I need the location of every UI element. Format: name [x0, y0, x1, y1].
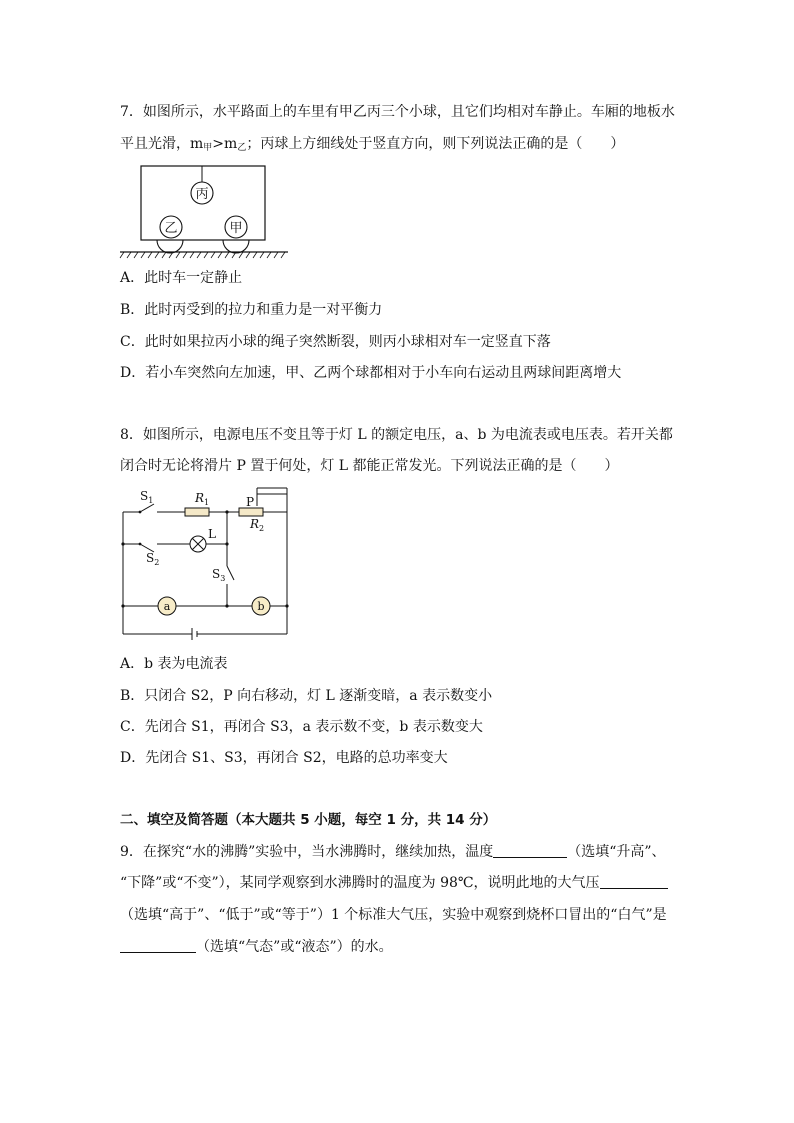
section2-heading: 二、填空及简答题（本大题共 5 小题，每空 1 分，共 14 分） [120, 812, 497, 828]
switch-s1-blade [140, 504, 154, 512]
q8-option-d: D．先闭合 S1、S3，再闭合 S2，电路的总功率变大 [120, 750, 448, 766]
q8-option-b: B．只闭合 S2，P 向右移动，灯 L 逐渐变暗，a 表示数变小 [120, 688, 493, 704]
q9-blank-2 [600, 874, 668, 889]
q9-line2: “下降”或“不变”），某同学观察到水沸腾时的温度为 98℃，说明此地的大气压 [120, 873, 668, 893]
ground-hatch [120, 252, 285, 258]
ball-bing-label: 丙 [195, 187, 209, 202]
q7-option-c: C．此时如果拉丙小球的绳子突然断裂，则丙小球相对车一定竖直下落 [120, 334, 551, 350]
q8-option-c: C．先闭合 S1，再闭合 S3，a 表示数不变，b 表示数变大 [120, 719, 483, 735]
label-r2: $R_2$ [250, 517, 265, 533]
label-meter-a: a [163, 600, 171, 613]
q7-stem-line2: 平且光滑，$m_甲>m_乙$；丙球上方细线处于竖直方向，则下列说法正确的是（ ） [120, 136, 625, 153]
resistor-r2 [239, 508, 263, 516]
q8-stem-line2: 闭合时无论将滑片 P 置于何处，灯 L 都能正常发光。下列说法正确的是（ ） [120, 458, 619, 474]
q9-line4: （选填“气态”或“液态”）的水。 [120, 937, 393, 957]
q8-stem-line1: 8．如图所示，电源电压不变且等于灯 L 的额定电压，a、b 为电流表或电压表。若开关都 [120, 427, 673, 443]
label-s2: $S_2$ [146, 551, 160, 567]
q7-stem-line1: 7．如图所示，水平路面上的车里有甲乙丙三个小球，且它们均相对车静止。车厢的地板水 [120, 104, 675, 120]
label-r1: $R_1$ [195, 491, 210, 507]
q9-blank-3 [120, 938, 196, 953]
q8-circuit-figure [120, 484, 295, 639]
label-s3: $S_3$ [212, 567, 226, 583]
switch-s3-blade [227, 566, 234, 580]
q7-cart-figure [120, 160, 290, 260]
q9-line3: （选填“高于”、“低于”或“等于”）1 个标准大气压，实验中观察到烧杯口冒出的“白气”是 [120, 907, 667, 923]
wheel-right [223, 240, 249, 253]
resistor-r1 [185, 508, 209, 516]
q8-option-a: A．b 表为电流表 [120, 656, 228, 672]
label-s1: $S_1$ [140, 489, 154, 505]
q7-option-b: B．此时丙受到的拉力和重力是一对平衡力 [120, 302, 383, 318]
label-l: L [208, 527, 216, 541]
ball-yi-label: 乙 [164, 221, 178, 236]
q7-option-a: A．此时车一定静止 [120, 270, 243, 286]
q9-line1: 9．在探究“水的沸腾”实验中，当水沸腾时，继续加热，温度 （选填“升高”、 [120, 844, 666, 860]
q7-option-d: D．若小车突然向左加速，甲、乙两个球都相对于小车向右运动且两球间距离增大 [120, 365, 622, 381]
label-meter-b: b [257, 600, 265, 613]
q9-blank-1 [493, 843, 567, 858]
wheel-left [157, 240, 183, 253]
label-p: P [246, 495, 255, 509]
ball-jia-label: 甲 [229, 221, 243, 236]
